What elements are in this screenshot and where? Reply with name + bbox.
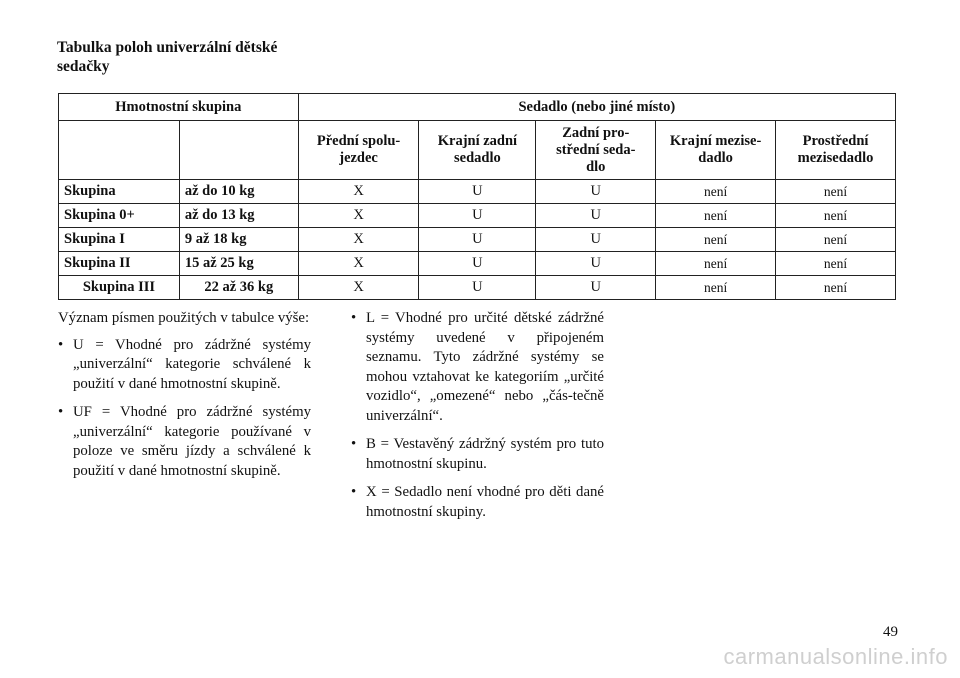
suitability-cell: není xyxy=(776,276,896,300)
page-number: 49 xyxy=(883,624,898,640)
group-cell: Skupina II xyxy=(59,252,180,276)
suitability-cell: X xyxy=(298,252,419,276)
suitability-cell: U xyxy=(536,276,656,300)
suitability-cell: U xyxy=(419,228,536,252)
page-title: Tabulka poloh univerzální dětské sedačky xyxy=(57,39,278,75)
suitability-cell: není xyxy=(656,204,776,228)
suitability-cell: není xyxy=(656,180,776,204)
bullet-icon: • xyxy=(58,404,64,420)
legend-item xyxy=(351,309,604,426)
child-seat-table xyxy=(58,93,896,300)
right-column xyxy=(351,309,604,531)
weight-cell: až do 13 kg xyxy=(179,204,298,228)
header-empty-1 xyxy=(59,121,180,180)
bullet-icon: • xyxy=(58,336,64,353)
table-row xyxy=(59,204,896,228)
legend-item xyxy=(351,483,604,522)
table-row xyxy=(59,276,896,300)
legend-text: X = Sedadlo není vhodné pro děti dané hmotnostní skupiny. xyxy=(366,484,604,520)
header-seat-column: Zadní pro- střední seda- dlo xyxy=(536,121,656,180)
suitability-cell: není xyxy=(776,204,896,228)
suitability-cell: U xyxy=(536,180,656,204)
bullet-icon: • xyxy=(351,484,357,500)
suitability-cell: X xyxy=(298,180,419,204)
header-seat: Sedadlo (nebo jiné místo) xyxy=(298,94,895,121)
suitability-cell: U xyxy=(536,228,656,252)
suitability-cell: není xyxy=(656,276,776,300)
legend-item xyxy=(58,403,311,481)
weight-cell: až do 10 kg xyxy=(179,180,298,204)
suitability-cell: X xyxy=(298,228,419,252)
suitability-cell: není xyxy=(656,228,776,252)
watermark: carmanualsonline.info xyxy=(723,644,948,669)
table-row xyxy=(59,252,896,276)
suitability-cell: U xyxy=(536,252,656,276)
suitability-cell: není xyxy=(656,252,776,276)
group-cell: Skupina xyxy=(59,180,180,204)
weight-cell: 22 až 36 kg xyxy=(179,276,298,300)
header-seat-column: Krajní zadní sedadlo xyxy=(419,121,536,180)
header-seat-column: Přední spolu- jezdec xyxy=(298,121,419,180)
suitability-cell: U xyxy=(419,252,536,276)
suitability-cell: není xyxy=(776,252,896,276)
legend-text: L = Vhodné pro určité dětské zádržné systémy uvedené v připojeném seznamu. Tyto zádržné systémy se mohou vztahovat ke kategoriím „určité vozidlo“, „omezené“ nebo „čás-tečně univerzální“. xyxy=(366,310,604,424)
table-row xyxy=(59,228,896,252)
suitability-cell: U xyxy=(419,180,536,204)
header-seat-column: Prostřední mezisedadlo xyxy=(776,121,896,180)
suitability-cell: X xyxy=(298,204,419,228)
bullet-icon: • xyxy=(351,436,357,452)
header-weight-group: Hmotnostní skupina xyxy=(59,94,299,121)
legend-intro: Význam písmen použitých v tabulce výše: xyxy=(58,310,310,326)
suitability-cell: U xyxy=(419,276,536,300)
left-legend-list xyxy=(58,336,311,482)
bullet-icon: • xyxy=(351,310,357,326)
group-cell: Skupina III xyxy=(59,276,180,300)
table-row xyxy=(59,180,896,204)
suitability-cell: X xyxy=(298,276,419,300)
legend-item xyxy=(58,336,311,395)
legend-text: B = Vestavěný zádržný systém pro tuto hmotnostní skupinu. xyxy=(366,436,604,472)
suitability-cell: U xyxy=(419,204,536,228)
weight-cell: 15 až 25 kg xyxy=(179,252,298,276)
group-cell: Skupina 0+ xyxy=(59,204,180,228)
suitability-cell: není xyxy=(776,228,896,252)
suitability-cell: U xyxy=(536,204,656,228)
header-seat-column: Krajní mezise- dadlo xyxy=(656,121,776,180)
suitability-cell: není xyxy=(776,180,896,204)
right-legend-list xyxy=(351,309,604,522)
weight-cell: 9 až 18 kg xyxy=(179,228,298,252)
group-cell: Skupina I xyxy=(59,228,180,252)
legend-item xyxy=(351,435,604,474)
left-column xyxy=(58,309,311,490)
legend-text: U = Vhodné pro zádržné systémy „univerzální“ kategorie schválené k použití v dané hmotnostní skupině. xyxy=(73,336,311,392)
header-empty-2 xyxy=(179,121,298,180)
legend-text: UF = Vhodné pro zádržné systémy „univerzální“ kategorie používané v poloze ve směru jízdy a schválené k použití v dané hmotnostní skupině. xyxy=(73,404,311,479)
